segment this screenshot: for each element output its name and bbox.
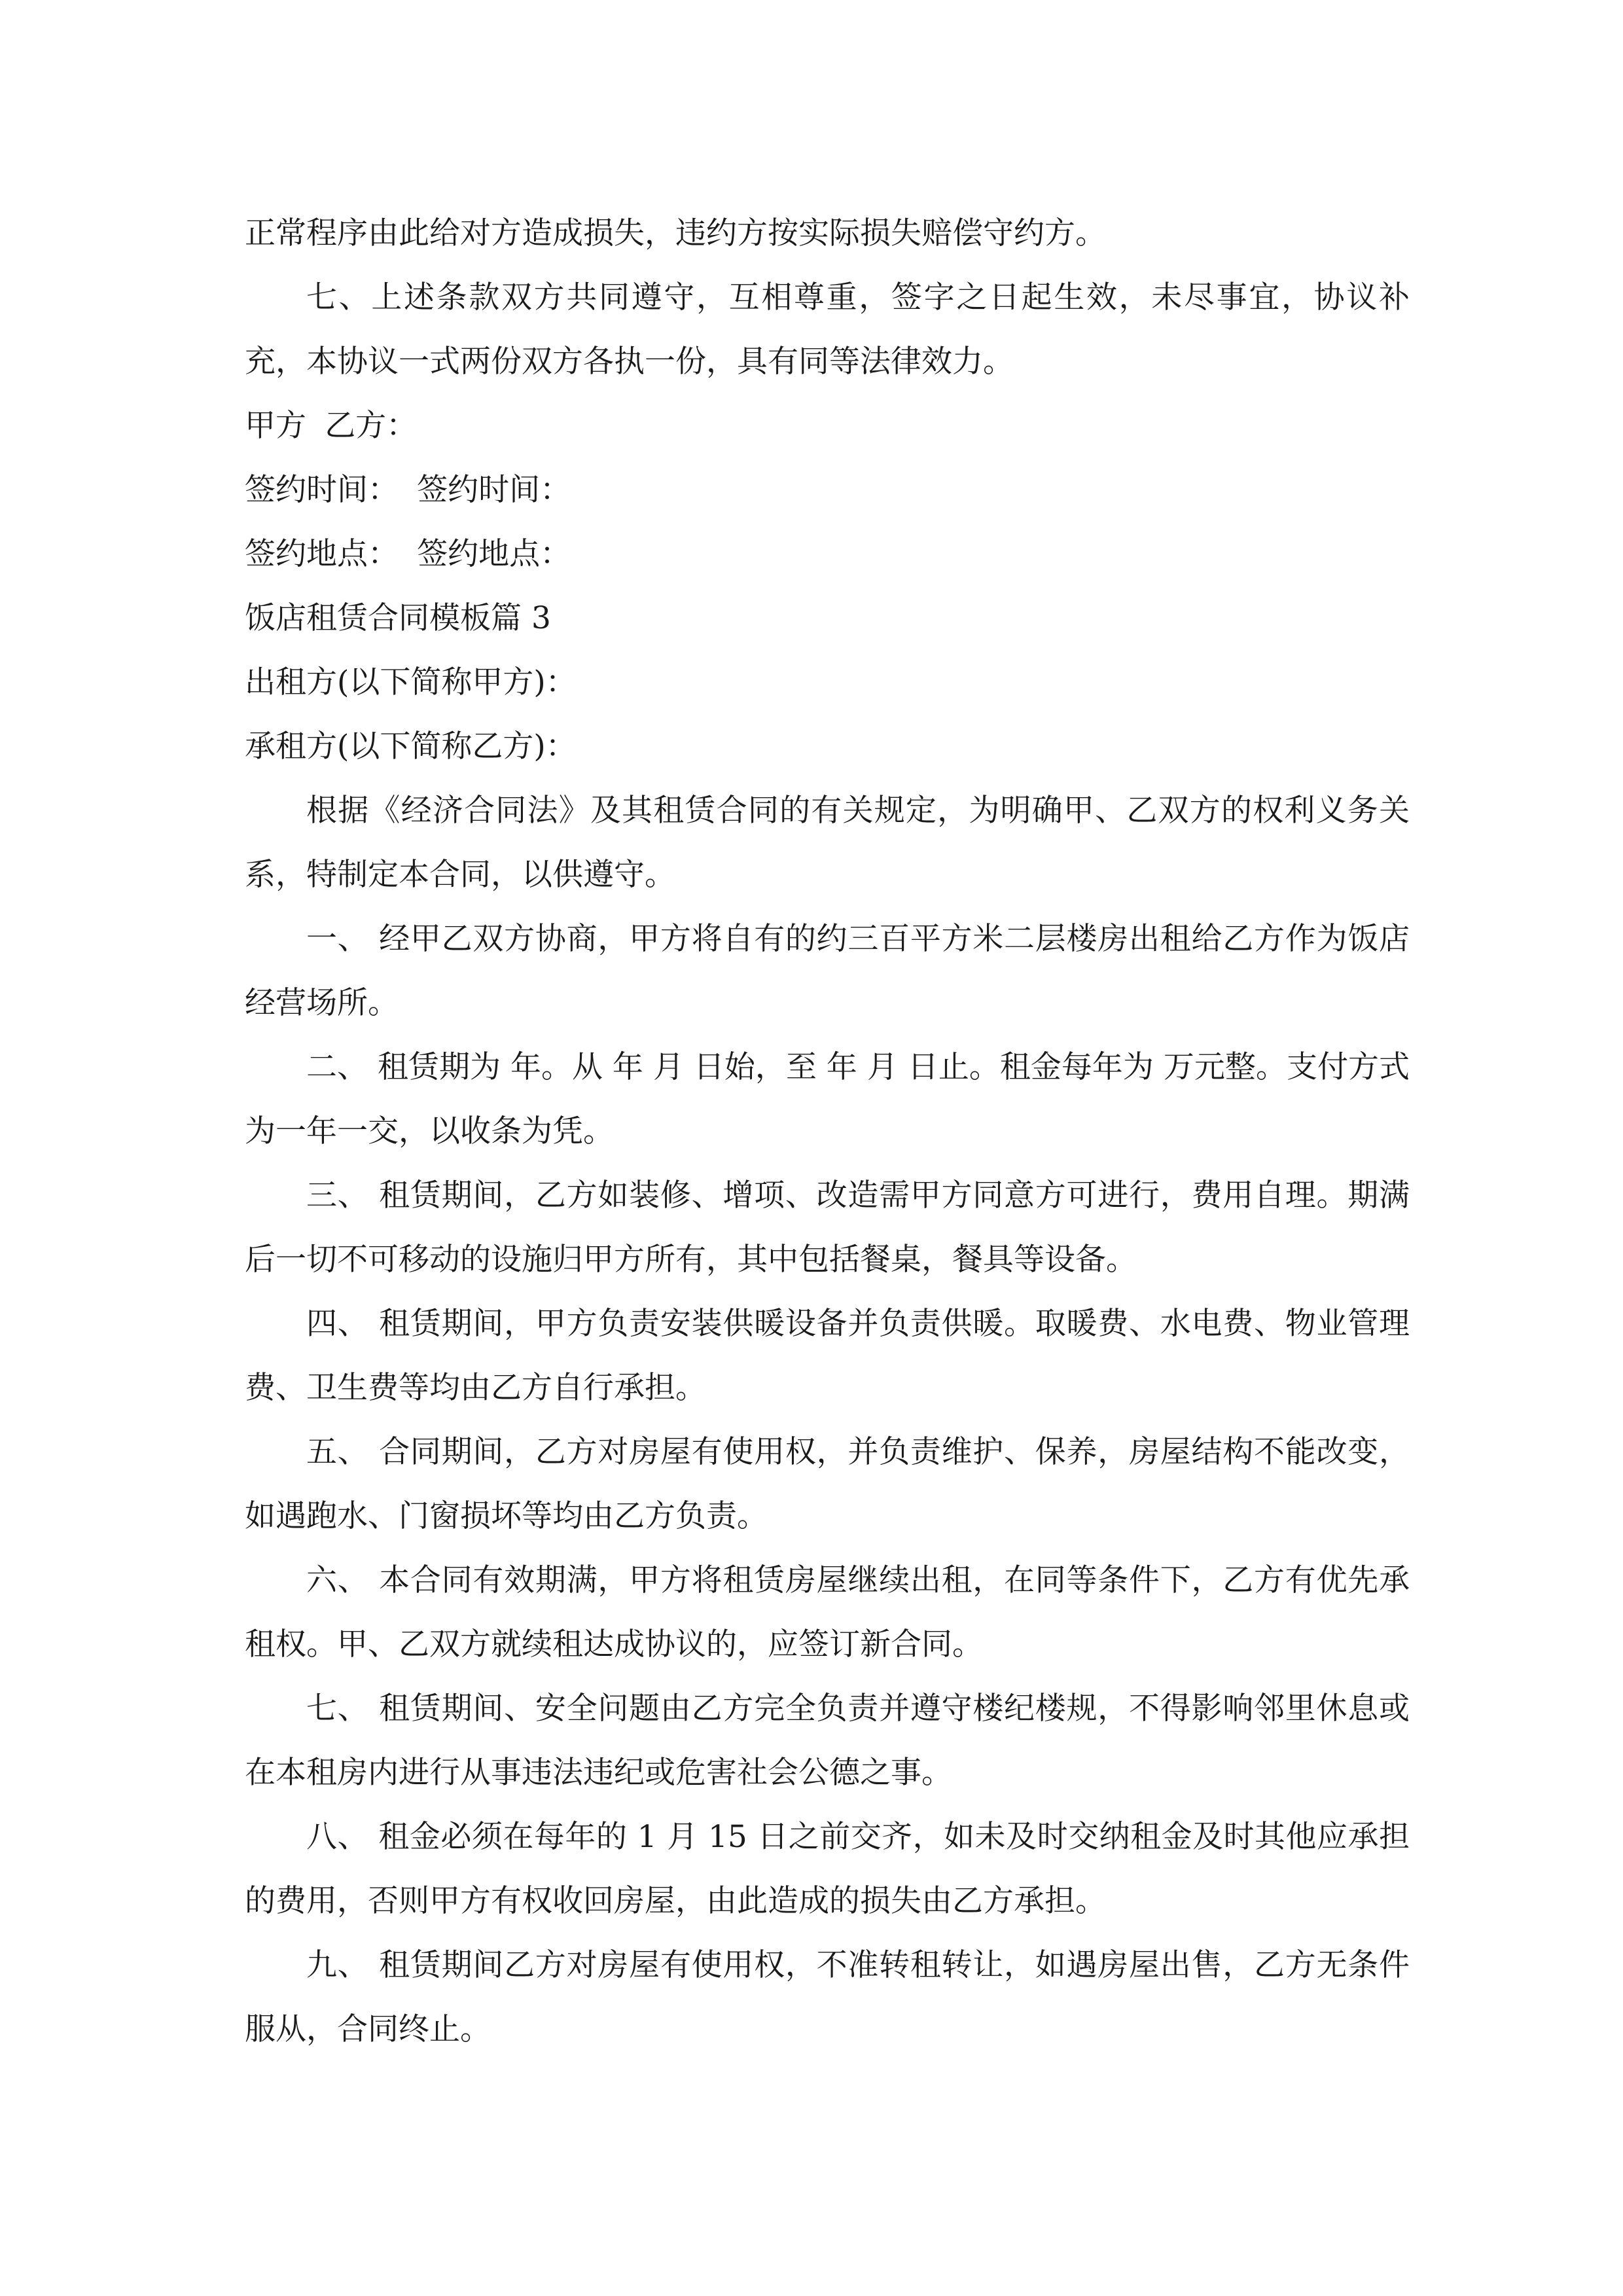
sign-time-b-label: 签约时间：: [417, 472, 571, 508]
clause-5: 五、 合同期间，乙方对房屋有使用权，并负责维护、保养，房屋结构不能改变，如遇跑水、门窗损坏等均由乙方负责。: [245, 1434, 1410, 1534]
sign-place-b-label: 签约地点：: [417, 536, 571, 572]
lessor-line: 出租方(以下简称甲方)：: [245, 664, 577, 700]
preamble-paragraph: 根据《经济合同法》及其租赁合同的有关规定，为明确甲、乙双方的权利义务关系，特制定本合同，以供遵守。: [245, 793, 1410, 893]
signature-place: [245, 522, 1410, 586]
clause-7: 七、 租赁期间、安全问题由乙方完全负责并遵守楼纪楼规，不得影响邻里休息或在本租房内进行从事违法违纪或危害社会公德之事。: [245, 1691, 1410, 1791]
clause-8: 八、 租金必须在每年的 1 月 15 日之前交齐，如未及时交纳租金及时其他应承担的费用，否则甲方有权收回房屋，由此造成的损失由乙方承担。: [245, 1819, 1410, 1919]
document-body: [245, 202, 1410, 2062]
sign-time-a-label: 签约时间：: [245, 472, 399, 508]
party-b-label: 乙方：: [325, 408, 418, 444]
signature-parties: [245, 394, 1410, 458]
clause-4: 四、 租赁期间，甲方负责安装供暖设备并负责供暖。取暖费、水电费、物业管理费、卫生费等均由乙方自行承担。: [245, 1306, 1410, 1406]
clause-9: 九、 租赁期间乙方对房屋有使用权，不准转租转让，如遇房屋出售，乙方无条件服从，合同终止。: [245, 1947, 1410, 2047]
paragraph-article-7: 七、上述条款双方共同遵守，互相尊重，签字之日起生效，未尽事宜，协议补充，本协议一式两份双方各执一份，具有同等法律效力。: [245, 279, 1410, 380]
signature-time: [245, 458, 1410, 522]
clause-2: 二、 租赁期为 年。从 年 月 日始，至 年 月 日止。租金每年为 万元整。支付方式为一年一交，以收条为凭。: [245, 1049, 1410, 1149]
party-a-label: 甲方: [245, 408, 306, 444]
section-title: 饭店租赁合同模板篇 3: [245, 600, 551, 636]
lessee-line: 承租方(以下简称乙方)：: [245, 728, 577, 764]
sign-place-a-label: 签约地点：: [245, 536, 399, 572]
clause-6: 六、 本合同有效期满，甲方将租赁房屋继续出租，在同等条件下，乙方有优先承租权。甲、乙双方就续租达成协议的，应签订新合同。: [245, 1562, 1410, 1662]
clause-1: 一、 经甲乙双方协商，甲方将自有的约三百平方米二层楼房出租给乙方作为饭店经营场所。: [245, 921, 1410, 1021]
clause-3: 三、 租赁期间，乙方如装修、增项、改造需甲方同意方可进行，费用自理。期满后一切不可移动的设施归甲方所有，其中包括餐桌，餐具等设备。: [245, 1177, 1410, 1278]
paragraph-continuation: 正常程序由此给对方造成损失，违约方按实际损失赔偿守约方。: [245, 215, 1106, 251]
